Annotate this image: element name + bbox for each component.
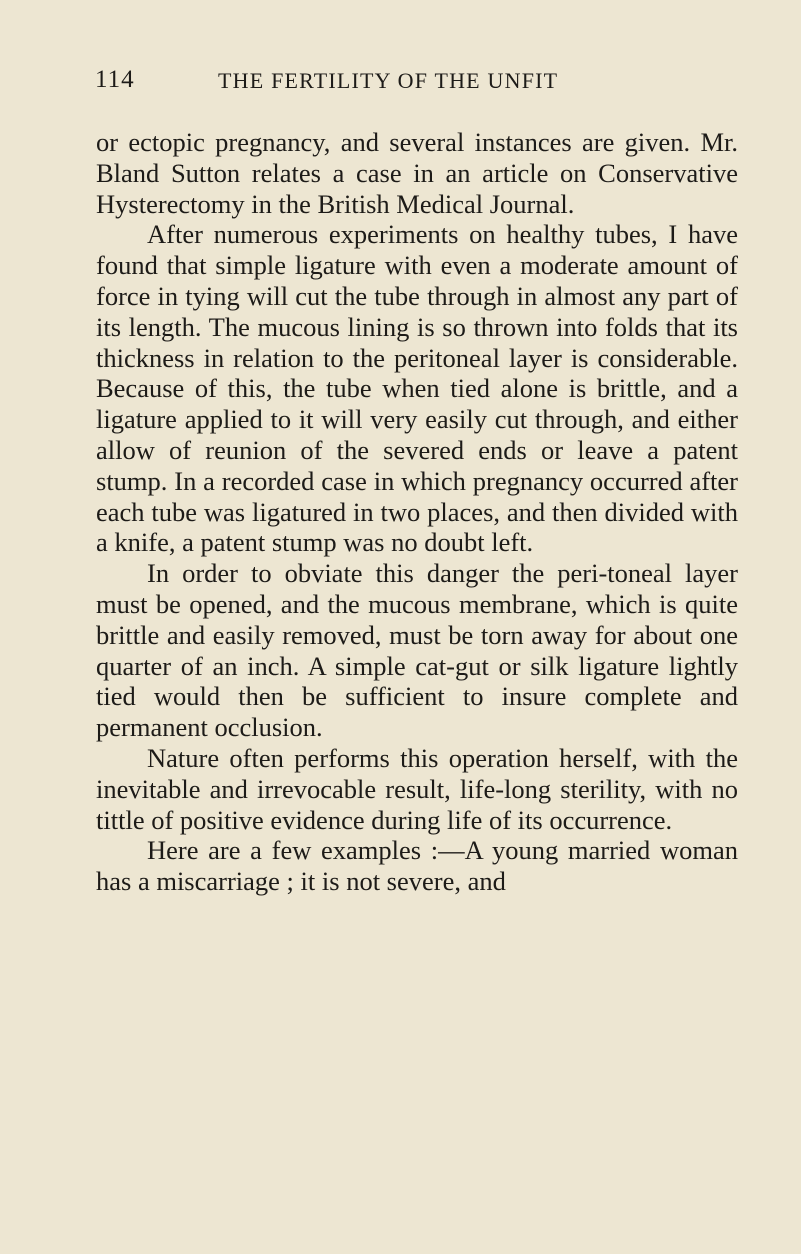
running-head [95, 66, 715, 106]
body-text [96, 127, 738, 897]
running-title: THE FERTILITY OF THE UNFIT [218, 68, 559, 93]
paragraph-ligature-experiments: After numerous experiments on healthy tubes, I have found that simple ligature with even a moderate amount of force in tying will cut the tube through in almost any part of its length. The mucous lining is so thrown into folds that its thickness in relation to the peritoneal layer is considerable. Because of this, the tube when tied alone is brittle, and a ligature applied to it will very easily cut through, and either allow of reunion of the severed ends or leave a patent stump. In a recorded case in which pregnancy occurred after each tube was ligatured in two places, and then divided with a knife, a patent stump was no doubt left. [96, 219, 738, 558]
page-number: 114 [95, 66, 135, 93]
paragraph-nature-performs: Nature often performs this operation herself, with the inevitable and irrevocable result, life-long sterility, with no tittle of positive evidence during life of its occurrence. [96, 742, 738, 835]
paragraph-examples: Here are a few examples :—A young married woman has a miscarriage ; it is not severe, and [96, 835, 738, 897]
paragraph-continuation: or ectopic pregnancy, and several instances are given. Mr. Bland Sutton relates a case in an article on Conservative Hysterectomy in the British Medical Journal. [96, 127, 738, 219]
paragraph-obviate-danger: In order to obviate this danger the peri-toneal layer must be opened, and the mucous membrane, which is quite brittle and easily removed, must be torn away for about one quarter of an inch. A simple cat-gut or silk ligature lightly tied would then be sufficient to insure complete and permanent occlusion. [96, 558, 738, 743]
